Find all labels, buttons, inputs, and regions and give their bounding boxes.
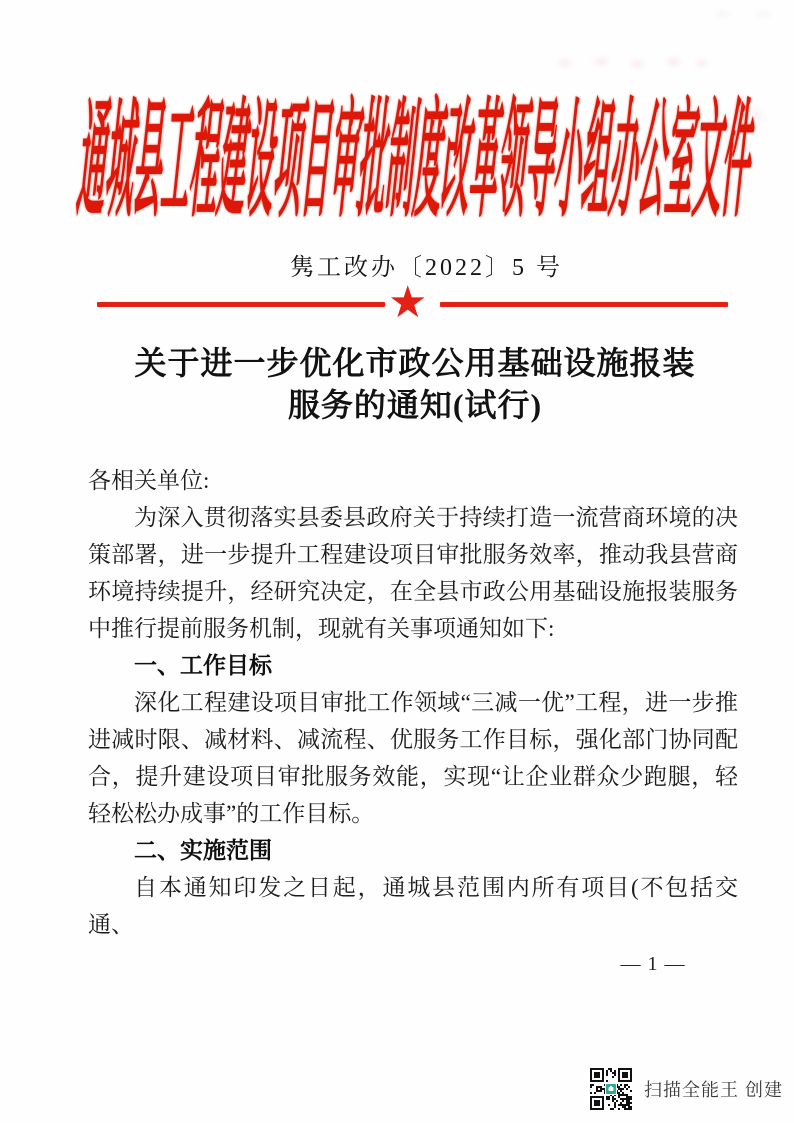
bleed-through-artifact: [700, 6, 790, 22]
notice-title-line2: 服务的通知(试行): [287, 387, 543, 423]
notice-title-line1: 关于进一步优化市政公用基础设施报装: [134, 345, 696, 381]
body-salutation: 各相关单位:: [88, 468, 210, 493]
document-number: 隽工改办〔2022〕5 号: [290, 255, 563, 281]
section-heading: 一、工作目标: [134, 653, 272, 678]
body-paragraph: 深化工程建设项目审批工作领域“三减一优”工程，进一步推进减时限、减材料、减流程、优服务工作目标，强化部门协同配合，提升建设项目审批服务效能，实现“让企业群众少跑腿，轻轻松松办成事”的工作目标。: [88, 690, 738, 826]
qr-code-icon: [590, 1068, 632, 1110]
star-icon: ★: [388, 277, 428, 328]
org-header-title: 通城县工程建设项目审批制度改革领导小组办公室文件: [72, 94, 760, 237]
red-divider: [97, 277, 728, 328]
red-header: [0, 88, 794, 237]
divider-line-right: [440, 302, 728, 307]
page-number: — 1 —: [620, 953, 686, 975]
body-paragraph: 为深入贯彻落实县委县政府关于持续打造一流营商环境的决策部署，进一步提升工程建设项目审批服务效率，推动我县营商环境持续提升，经研究决定，在全县市政公用基础设施报装服务中推行提前服务机制，现就有关事项通知如下:: [88, 505, 738, 641]
divider-line-left: [97, 302, 385, 307]
section-heading: 二、实施范围: [134, 838, 272, 863]
watermark-label: 扫描全能王 创建: [644, 1080, 784, 1100]
camscanner-watermark: [590, 1068, 783, 1110]
document-body: [88, 462, 738, 943]
body-paragraph: 自本通知印发之日起，通城县范围内所有项目(不包括交通、: [88, 875, 738, 937]
notice-title: [0, 342, 794, 426]
